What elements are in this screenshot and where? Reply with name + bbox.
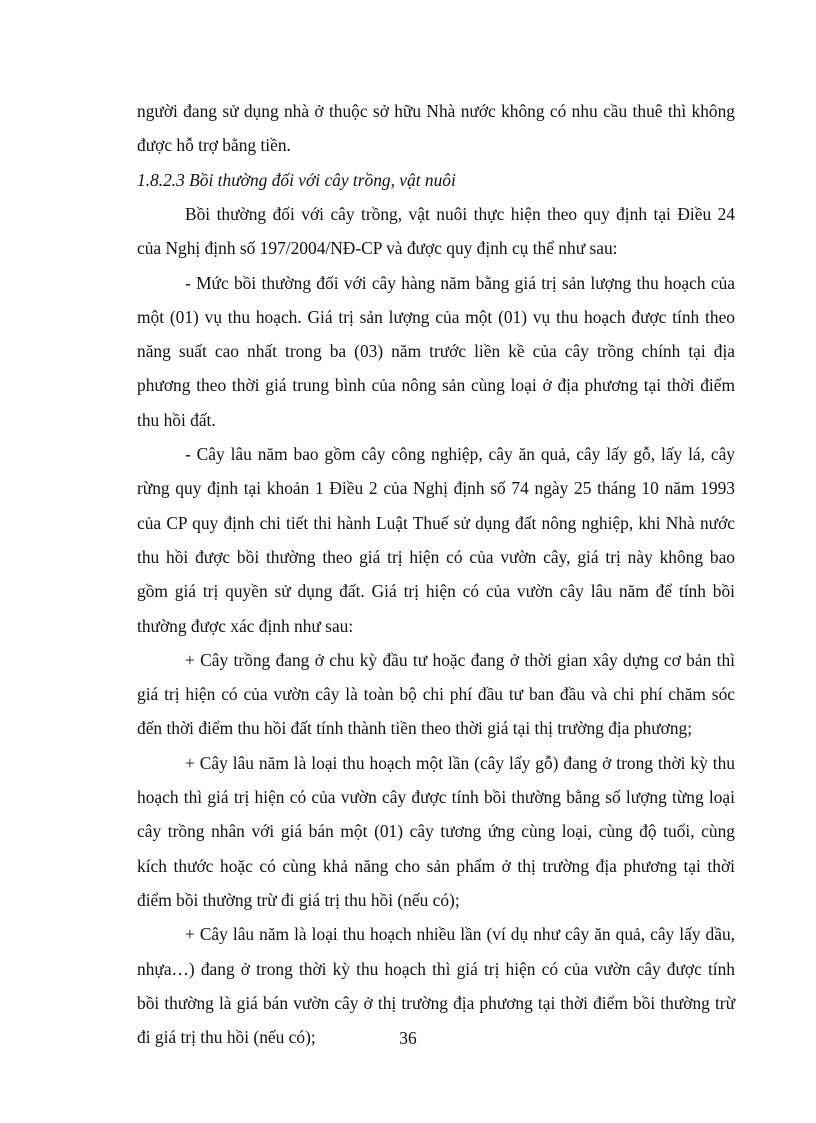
text-line: + Cây lâu năm là loại thu hoạch một lần (cây lấy gỗ) đang ở trong thời kỳ thu xyxy=(185,752,735,773)
text-line: điểm bồi thường trừ đi giá trị thu hồi (nếu có); xyxy=(137,889,460,910)
text-line: gồm giá trị quyền sử dụng đất. Giá trị hiện có của vườn cây lâu năm để tính bồi xyxy=(137,581,735,602)
text-line: của Nghị định số 197/2004/NĐ-CP và được quy định cụ thể như sau: xyxy=(137,238,618,259)
text-line: giá trị hiện có của vườn cây là toàn bộ chi phí đầu tư ban đầu và chi phí chăm sóc xyxy=(137,684,735,705)
text-line: + Cây trồng đang ở chu kỳ đầu tư hoặc đang ở thời gian xây dựng cơ bản thì xyxy=(185,649,735,670)
text-line: hoạch thì giá trị hiện có của vườn cây được tính bồi thường bằng số lượng từng loại xyxy=(137,787,735,807)
text-line: đến thời điểm thu hồi đất tính thành tiền theo thời giá tại thị trường địa phương; xyxy=(137,718,693,739)
text-line: - Cây lâu năm bao gồm cây công nghiệp, cây ăn quả, cây lấy gỗ, lấy lá, cây xyxy=(185,444,735,464)
text-line: đi giá trị thu hồi (nếu có); xyxy=(137,1027,316,1048)
text-line: Bồi thường đối với cây trồng, vật nuôi thực hiện theo quy định tại Điều 24 xyxy=(185,203,735,224)
text-line: cây trồng nhân với giá bán một (01) cây tương ứng cùng loại, cùng độ tuổi, cùng xyxy=(137,821,735,842)
text-line: nhựa…) đang ở trong thời kỳ thu hoạch thì giá trị hiện có của vườn cây được tính xyxy=(137,958,735,979)
text-line: + Cây lâu năm là loại thu hoạch nhiều lần (ví dụ như cây ăn quả, cây lấy dầu, xyxy=(185,924,735,945)
text-line: rừng quy định tại khoản 1 Điều 2 của Nghị định số 74 ngày 25 tháng 10 năm 1993 xyxy=(137,478,735,499)
text-line: kích thước hoặc có cùng khả năng cho sản phẩm ở thị trường địa phương tại thời xyxy=(137,855,735,876)
text-line: thường được xác định như sau: xyxy=(137,615,354,636)
text-line: người đang sử dụng nhà ở thuộc sở hữu Nhà nước không có nhu cầu thuê thì không xyxy=(137,101,735,121)
text-line: - Mức bồi thường đối với cây hàng năm bằng giá trị sản lượng thu hoạch của xyxy=(185,272,735,293)
text-line: một (01) vụ thu hoạch. Giá trị sản lượng của một (01) vụ thu hoạch được tính theo xyxy=(137,306,735,327)
text-line: thu hồi được bồi thường theo giá trị hiện có của vườn cây, giá trị này không bao xyxy=(137,546,735,567)
section-heading: 1.8.2.3 Bồi thường đối với cây trồng, vật nuôi xyxy=(137,169,456,190)
text-line: thu hồi đất. xyxy=(137,409,216,430)
page-number: 36 xyxy=(399,1028,417,1048)
text-line: bồi thường là giá bán vườn cây ở thị trường địa phương tại thời điểm bồi thường trừ xyxy=(137,992,735,1013)
text-line: được hỗ trợ bằng tiền. xyxy=(137,135,291,156)
text-line: năng suất cao nhất trong ba (03) năm trước liền kề của cây trồng chính tại địa xyxy=(137,341,735,362)
text-line: phương theo thời giá trung bình của nông sản cùng loại ở địa phương tại thời điểm xyxy=(137,375,735,396)
text-line: của CP quy định chi tiết thi hành Luật Thuế sử dụng đất nông nghiệp, khi Nhà nước xyxy=(137,512,735,533)
